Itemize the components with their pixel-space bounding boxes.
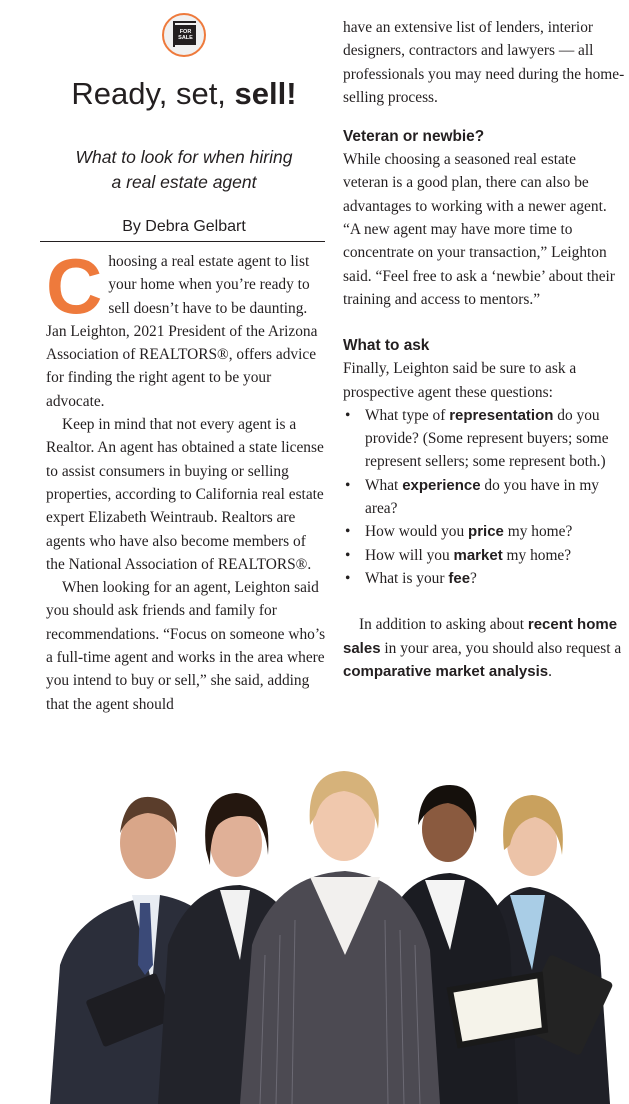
paragraph-3-continued: have an extensive list of lenders, interior designers, contractors and lawyers — all professionals you may need during the home-selling process. bbox=[343, 19, 625, 106]
article-subtitle bbox=[40, 145, 328, 195]
closing-paragraph bbox=[343, 613, 625, 683]
title-part-1: Ready, set, bbox=[71, 76, 235, 111]
question-text: What bbox=[365, 476, 403, 494]
question-item bbox=[343, 404, 625, 474]
question-text: What is your bbox=[365, 569, 449, 587]
section-heading-what-to-ask: What to ask bbox=[343, 337, 430, 355]
article-title bbox=[40, 76, 328, 112]
byline: By Debra Gelbart bbox=[122, 218, 246, 235]
closing-keyword: comparative market analysis bbox=[343, 662, 549, 680]
question-keyword: representation bbox=[449, 406, 554, 424]
question-keyword: market bbox=[453, 546, 503, 564]
agents-group-photo bbox=[40, 755, 629, 1104]
question-item bbox=[343, 474, 625, 521]
question-item bbox=[343, 567, 625, 590]
question-text: ? bbox=[470, 569, 477, 587]
icon-text-for: FOR bbox=[179, 29, 192, 35]
subtitle-line-1: What to look for when hiring bbox=[75, 147, 293, 167]
question-keyword: experience bbox=[402, 476, 481, 494]
section-what-to-ask-intro: Finally, Leighton said be sure to ask a prospective agent these questions: bbox=[343, 360, 577, 401]
closing-text: in your area, you should also request a bbox=[380, 639, 622, 657]
drop-cap: C bbox=[46, 242, 103, 330]
paragraph-1 bbox=[46, 242, 326, 413]
question-list bbox=[343, 404, 625, 590]
question-item bbox=[343, 544, 625, 567]
question-text: do you provide? (Some represent buyers; some represent sellers; some represent both.) bbox=[365, 406, 609, 471]
person-woman-center bbox=[240, 771, 440, 1104]
section-heading-veteran: Veteran or newbie? bbox=[343, 128, 485, 146]
agents-illustration bbox=[40, 755, 629, 1104]
question-keyword: fee bbox=[448, 569, 471, 587]
paragraph-2: Keep in mind that not every agent is a Realtor. An agent has obtained a state license to assist consumers in buying or selling properties, according to California real estate expert Elizabeth Weintraub. Realtors are agents who have also become members of the National Association of REALTORS®. bbox=[46, 416, 324, 573]
icon-text-sale: SALE bbox=[178, 35, 193, 41]
section-veteran-body: While choosing a seasoned real estate veteran is a good plan, there can also be advantages to working with a newer agent. “A new agent may have more time to concentrate on your transaction,” Leighton said. “Feel free to ask a ‘newbie’ about their training and access to mentors.” bbox=[343, 151, 615, 308]
paragraph-1-text: hoosing a real estate agent to list your home when you’re ready to sell doesn’t have to be daunting. Jan Leighton, 2021 President of the Arizona Association of REALTORS®, offers advice for finding the right agent to be your advocate. bbox=[46, 253, 318, 410]
closing-keyword: recent home sales bbox=[343, 616, 618, 657]
question-text: What type of bbox=[365, 406, 450, 424]
question-item bbox=[343, 520, 625, 543]
question-keyword: price bbox=[468, 523, 504, 541]
closing-text: In addition to asking about bbox=[359, 616, 528, 634]
title-part-2: sell! bbox=[234, 76, 297, 111]
subtitle-line-2: a real estate agent bbox=[111, 172, 257, 192]
question-text: my home? bbox=[503, 523, 573, 541]
question-text: How will you bbox=[365, 546, 454, 564]
left-column bbox=[46, 242, 326, 716]
question-text: my home? bbox=[502, 546, 572, 564]
question-text: do you have in my area? bbox=[365, 476, 599, 518]
paragraph-3: When looking for an agent, Leighton said you should ask friends and family for recommendations. “Focus on someone who’s a full-time agent and works in the area where you intend to buy or sell,” she said, adding that the agent should bbox=[46, 579, 326, 713]
for-sale-sign-icon bbox=[162, 13, 206, 57]
question-text: How would you bbox=[365, 523, 469, 541]
closing-text: . bbox=[548, 662, 552, 680]
right-column bbox=[343, 16, 625, 683]
